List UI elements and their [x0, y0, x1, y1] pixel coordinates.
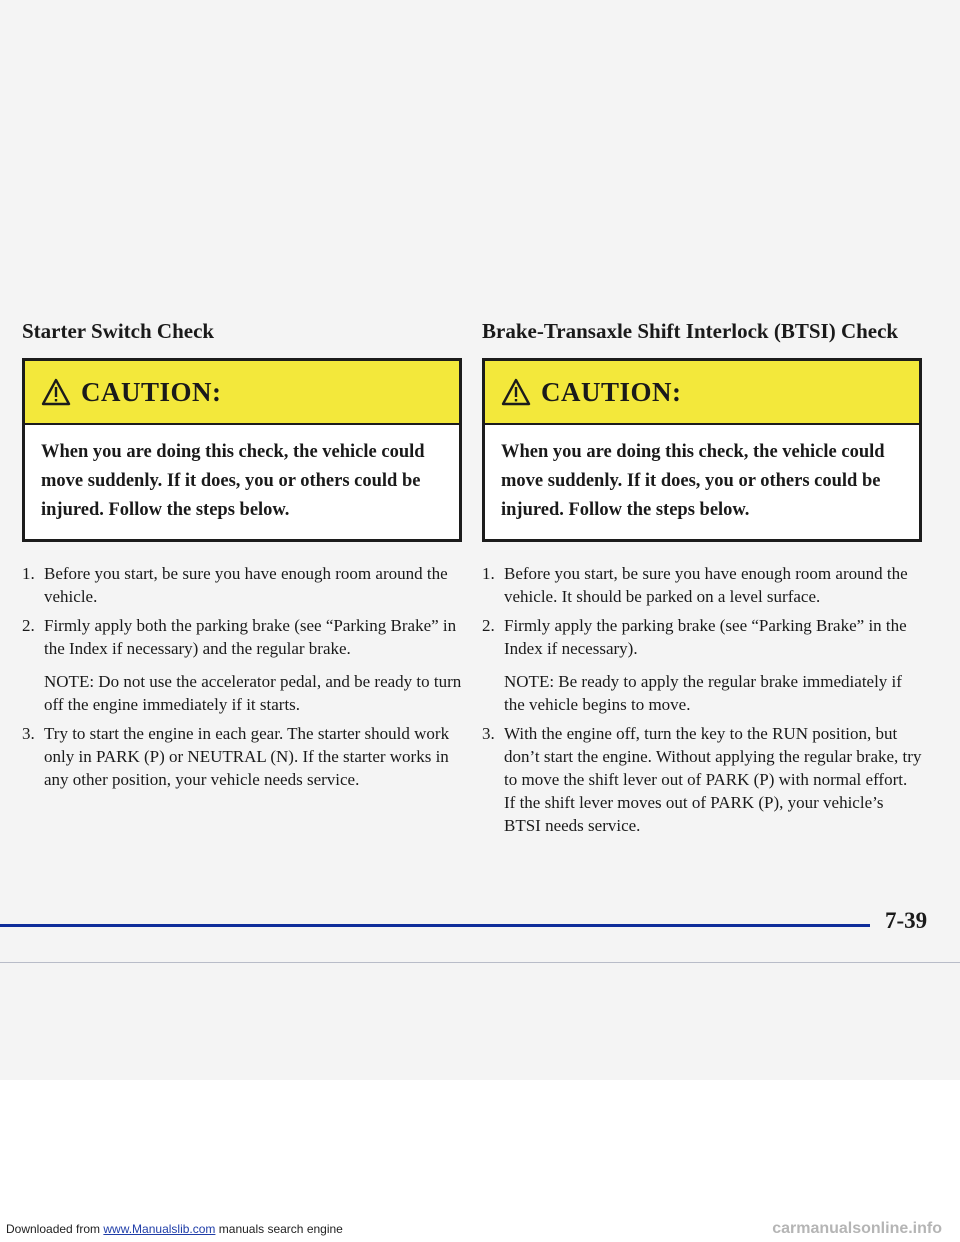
- warning-triangle-icon: [501, 378, 531, 406]
- section-heading: Brake-Transaxle Shift Interlock (BTSI) Check: [482, 319, 899, 343]
- manualslib-link[interactable]: www.Manualslib.com: [103, 1222, 216, 1236]
- step-text: Firmly apply both the parking brake (see “Parking Brake” in the Index if necessary) and the regular brake.: [44, 616, 457, 658]
- step-number: 2.: [22, 616, 35, 635]
- step-number: 3.: [482, 724, 495, 743]
- btsi-section: [482, 314, 922, 843]
- steps-list: [22, 562, 462, 791]
- caution-header: [25, 361, 459, 425]
- caution-text: When you are doing this check, the vehicle could move suddenly. If it does, you or others could be injured. Follow the steps below.: [41, 442, 425, 520]
- caution-header: [485, 361, 919, 425]
- step-number: 1.: [22, 564, 35, 583]
- starter-switch-section: [22, 314, 462, 797]
- list-item: [22, 614, 462, 716]
- footer-prefix: Downloaded from: [6, 1222, 104, 1236]
- caution-text: When you are doing this check, the vehicle could move suddenly. If it does, you or others could be injured. Follow the steps below.: [501, 442, 885, 520]
- section-heading: Starter Switch Check: [22, 319, 215, 343]
- footer-suffix: manuals search engine: [215, 1222, 343, 1236]
- list-item: [22, 562, 462, 608]
- step-note: NOTE: Do not use the accelerator pedal, and be ready to turn off the engine immediately if it starts.: [44, 672, 462, 714]
- page-number: 7-39: [885, 908, 928, 933]
- step-text: Try to start the engine in each gear. The starter should work only in PARK (P) or NEUTRAL (N). If the starter works in any other position, your vehicle needs service.: [44, 724, 450, 789]
- step-number: 2.: [482, 616, 495, 635]
- step-number: 1.: [482, 564, 495, 583]
- caution-label: CAUTION:: [541, 376, 682, 407]
- divider: [0, 962, 960, 963]
- step-text: With the engine off, turn the key to the RUN position, but don’t start the engine. Without applying the regular brake, try to move the shift lever out of PARK (P) with normal effort. If the shift lever moves out of PARK (P), your vehicle’s BTSI needs service.: [504, 724, 922, 835]
- step-text: Before you start, be sure you have enough room around the vehicle. It should be parked on a level surface.: [504, 564, 908, 606]
- list-item: [482, 614, 922, 716]
- steps-list: [482, 562, 922, 837]
- watermark: carmanualsonline.info: [772, 1220, 942, 1237]
- caution-label: CAUTION:: [81, 376, 222, 407]
- caution-box: [22, 358, 462, 542]
- list-item: [482, 562, 922, 608]
- list-item: [482, 722, 922, 837]
- step-text: Firmly apply the parking brake (see “Parking Brake” in the Index if necessary).: [504, 616, 907, 658]
- download-footer: [6, 1222, 343, 1236]
- step-number: 3.: [22, 724, 35, 743]
- footer-rule: [0, 924, 870, 927]
- list-item: [22, 722, 462, 791]
- warning-triangle-icon: [41, 378, 71, 406]
- caution-box: [482, 358, 922, 542]
- step-text: Before you start, be sure you have enough room around the vehicle.: [44, 564, 448, 606]
- step-note: NOTE: Be ready to apply the regular brake immediately if the vehicle begins to move.: [504, 672, 902, 714]
